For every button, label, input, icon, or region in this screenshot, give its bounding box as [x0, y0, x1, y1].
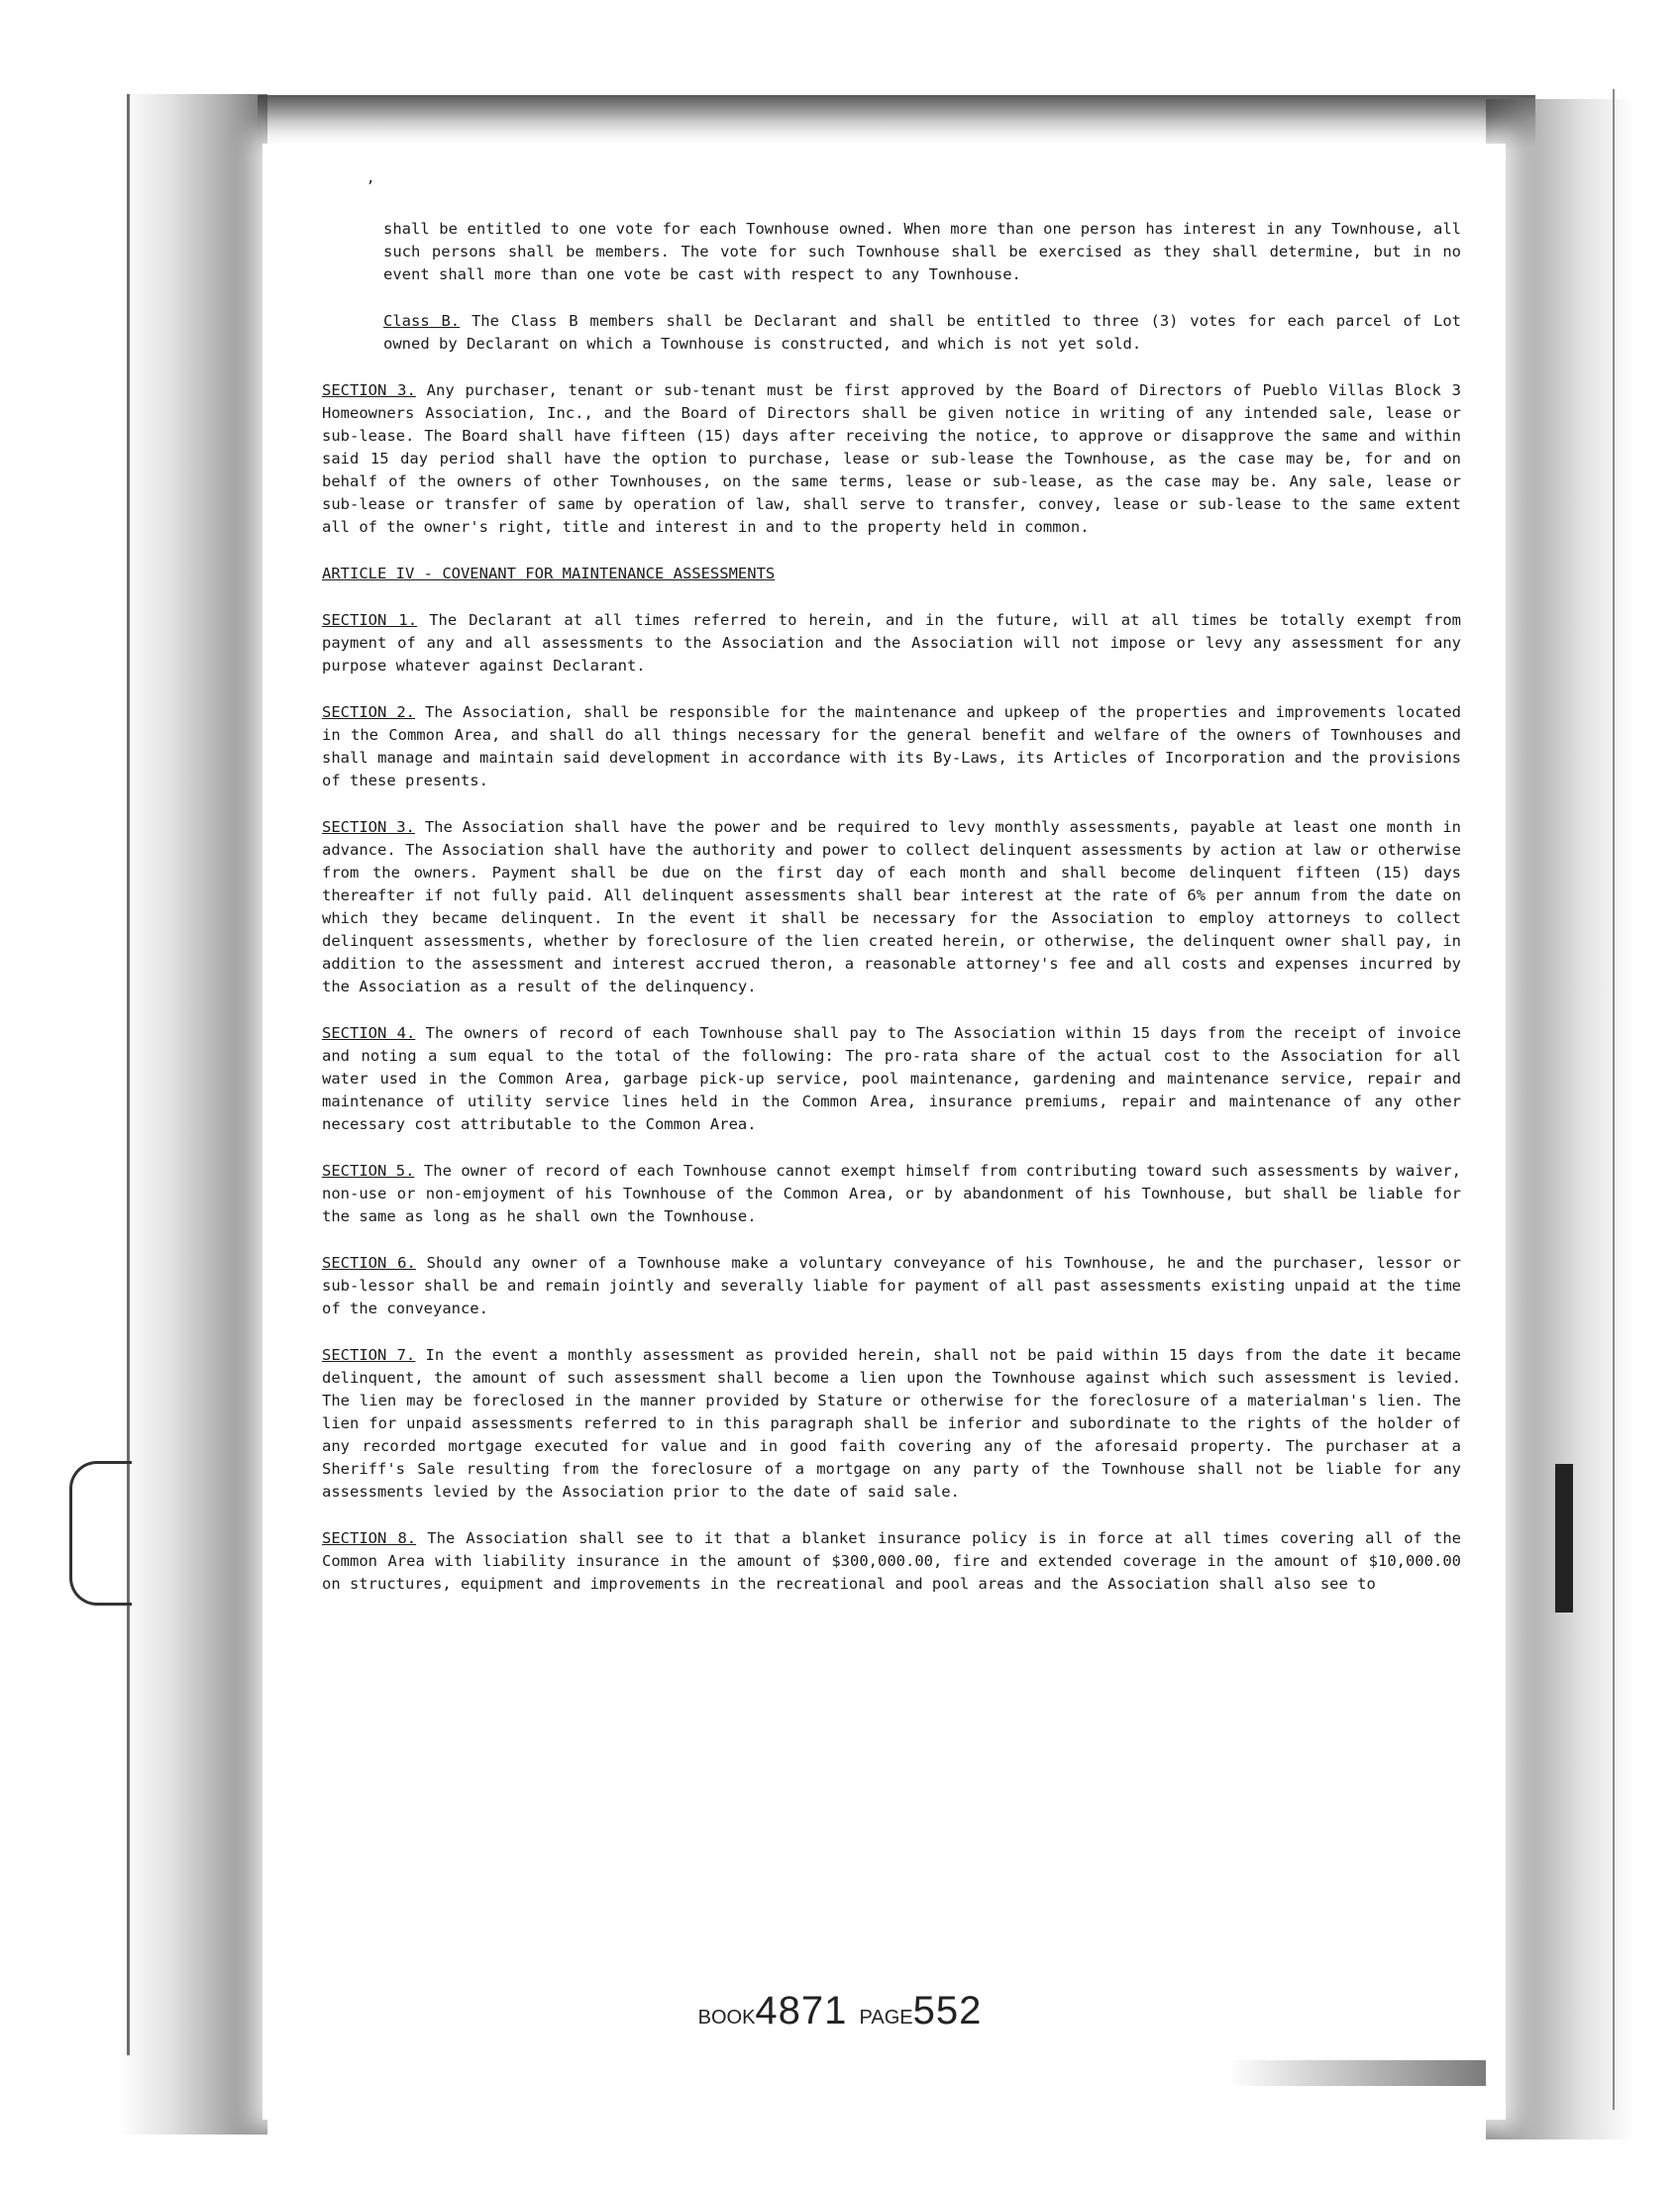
page-label: PAGE: [859, 2007, 913, 2029]
paragraph-section-7: [322, 1344, 1461, 1504]
page-number: 552: [912, 1989, 983, 2032]
document-body: [322, 218, 1461, 1619]
article-heading: [322, 563, 1461, 585]
book-page-stamp: [0, 1989, 1680, 2033]
article-title: ARTICLE IV - COVENANT FOR MAINTENANCE ASSESSMENTS: [322, 565, 776, 582]
paragraph-text: The Class B members shall be Declarant and shall be entitled to three (3) votes for each parcel of Lot owned by Declarant on which a Townhouse is constructed, and which is not yet sold.: [383, 312, 1461, 353]
section-heading: SECTION 6.: [322, 1254, 416, 1272]
paragraph-class-a-continued: [383, 218, 1461, 286]
paragraph-text: shall be entitled to one vote for each Townhouse owned. When more than one person has interest in any Townhouse, all such persons shall be members. The vote for such Townhouse shall be exercised as they shall determine, but in no event shall more than one vote be cast with respect to any Townhouse.: [383, 220, 1461, 283]
scan-shadow-left: [119, 94, 267, 2135]
paragraph-text: The Declarant at all times referred to herein, and in the future, will at all times be totally exempt from payment of any and all assessments to the Association and the Association will not impose or levy any assessment for any purpose whatever against Declarant.: [322, 611, 1461, 675]
section-heading: SECTION 3.: [322, 818, 415, 836]
paragraph-section-5: [322, 1160, 1461, 1228]
paragraph-section-2: [322, 701, 1461, 792]
section-heading: SECTION 3.: [322, 381, 416, 399]
paragraph-section-1: [322, 609, 1461, 677]
section-heading: SECTION 4.: [322, 1024, 416, 1042]
section-heading: SECTION 7.: [322, 1346, 416, 1364]
section-heading: Class B.: [383, 312, 461, 330]
scan-smudge-bottom: [1228, 2060, 1486, 2086]
section-heading: SECTION 2.: [322, 703, 415, 721]
paragraph-text: Should any owner of a Townhouse make a voluntary conveyance of his Townhouse, he and the purchaser, lessor or sub-lessor shall be and remain jointly and severally liable for payment of all past assessments existing unpaid at the time of the conveyance.: [322, 1254, 1461, 1317]
paragraph-text: The owner of record of each Townhouse cannot exempt himself from contributing toward such assessments by waiver, non-use or non-emjoyment of his Townhouse of the Common Area, or by abandonment of his Townhouse, but shall be liable for the same as long as he shall own the Townhouse.: [322, 1162, 1461, 1225]
book-number: 4871: [755, 1989, 848, 2032]
section-heading: SECTION 8.: [322, 1529, 417, 1547]
scan-edge-left: [127, 94, 130, 2055]
paragraph-text: The Association, shall be responsible for the maintenance and upkeep of the properties and improvements located in the Common Area, and shall do all things necessary for the general benefit and welfare of the owners of Townhouses and shall manage and maintain said development in accordance with its By-Laws, its Articles of Incorporation and the provisions of these presents.: [322, 703, 1461, 789]
section-heading: SECTION 5.: [322, 1162, 415, 1180]
scan-shadow-top: [258, 95, 1535, 147]
section-heading: SECTION 1.: [322, 611, 418, 629]
paragraph-section-6: [322, 1252, 1461, 1320]
scan-mark: ,: [367, 170, 375, 186]
paragraph-section-3-approval: [322, 379, 1461, 539]
scan-edge-right: [1613, 89, 1615, 2110]
paragraph-text: The Association shall have the power and be required to levy monthly assessments, payable at least one month in advance. The Association shall have the authority and power to collect delinquent assessments by action at law or otherwise from the owners. Payment shall be due on the first day of each month and shall become delinquent fifteen (15) days thereafter if not fully paid. All delinquent assessments shall bear interest at the rate of 6% per annum from the date on which they became delinquent. In the event it shall be necessary for the Association to employ attorneys to collect delinquent assessments, whether by foreclosure of the lien created herein, or otherwise, the delinquent owner shall pay, in addition to the assessment and interest accrued theron, a reasonable attorney's fee and all costs and expenses incurred by the Association as a result of the delinquency.: [322, 818, 1461, 995]
binding-clip-left: [69, 1461, 132, 1606]
paragraph-text: Any purchaser, tenant or sub-tenant must be first approved by the Board of Directors of Pueblo Villas Block 3 Homeowners Association, Inc., and the Board of Directors shall be given notice in writing of any intended sale, lease or sub-lease. The Board shall have fifteen (15) days after receiving the notice, to approve or disapprove the same and within said 15 day period shall have the option to purchase, lease or sub-lease the Townhouse, as the case may be, for and on behalf of the owners of other Townhouses, on the same terms, lease or sub-lease, as the case may be. Any sale, lease or sub-lease or transfer of same by operation of law, shall serve to transfer, convey, lease or sub-lease to the same extent all of the owner's right, title and interest in and to the property held in common.: [322, 381, 1461, 536]
book-label: BOOK: [697, 2007, 756, 2029]
paragraph-section-8: [322, 1527, 1461, 1596]
paragraph-text: The Association shall see to it that a blanket insurance policy is in force at all times covering all of the Common Area with liability insurance in the amount of $300,000.00, fire and extended coverage in the amount of $10,000.00 on structures, equipment and improvements in the recreational and pool areas and the Association shall also see to: [322, 1529, 1461, 1593]
paragraph-section-4: [322, 1022, 1461, 1136]
paragraph-text: The owners of record of each Townhouse shall pay to The Association within 15 days from the receipt of invoice and noting a sum equal to the total of the following: The pro-rata share of the actual cost to the Association for all water used in the Common Area, garbage pick-up service, pool maintenance, gardening and maintenance service, repair and maintenance of utility service lines held in the Common Area, insurance premiums, repair and maintenance of any other necessary cost attributable to the Common Area.: [322, 1024, 1461, 1133]
binding-clip-right: [1555, 1464, 1573, 1613]
paragraph-section-3-assessments: [322, 816, 1461, 998]
paragraph-text: In the event a monthly assessment as provided herein, shall not be paid within 15 days from the date it became delinquent, the amount of such assessment shall become a lien upon the Townhouse against which such assessment is levied. The lien may be foreclosed in the manner provided by Stature or otherwise for the foreclosure of a materialman's lien. The lien for unpaid assessments referred to in this paragraph shall be inferior and subordinate to the rights of the holder of any recorded mortgage executed for value and in good faith covering any of the aforesaid property. The purchaser at a Sheriff's Sale resulting from the foreclosure of a mortgage on any party of the Townhouse shall not be liable for any assessments levied by the Association prior to the date of said sale.: [322, 1346, 1461, 1501]
paragraph-class-b: [383, 310, 1461, 356]
